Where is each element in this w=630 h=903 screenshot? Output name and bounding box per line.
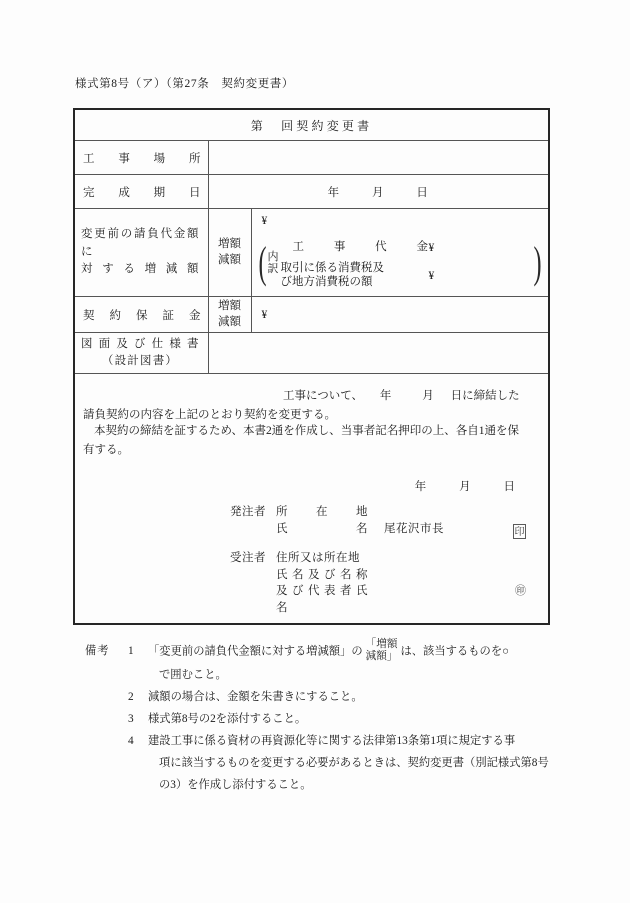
contractor-address-row: [230, 550, 540, 567]
contractor-line4: 名: [276, 601, 288, 614]
paragraph1-lead: 工事について、: [283, 390, 364, 402]
contractor-signature-group: [230, 550, 540, 616]
table-row: [74, 141, 549, 175]
guarantee-incdec-cell[interactable]: [208, 297, 251, 333]
orderer-seal-icon[interactable]: 印: [513, 524, 526, 539]
breakdown-item-2-name-line1: 取引に係る消費税及: [280, 262, 384, 275]
breakdown-rows: [281, 235, 532, 291]
remark-1-text-before: 「変更前の請負代金額に対する増減額」の: [148, 645, 363, 658]
guarantee-label-cell: [74, 297, 208, 333]
amount-change-body: [251, 209, 549, 297]
paragraph1-line2: 請負契約の内容を上記のとおり契約を変更する。: [83, 408, 336, 421]
contractor-rep-row: [230, 583, 540, 600]
remarks-section: [85, 640, 570, 796]
work-place-label: 工事場所: [83, 152, 201, 165]
orderer-name-label: 氏名: [276, 522, 368, 535]
breakdown-item-2-yen-symbol: ¥: [428, 270, 435, 282]
paragraph1-tail: 日に締結した: [450, 390, 520, 402]
contract-change-table: [73, 108, 550, 625]
table-title: 第 回契約変更書: [250, 118, 373, 133]
table-title-cell: [74, 109, 549, 141]
remark-4-continuation-1: 項に該当するものを変更する必要があるときは、契約変更書（別記様式第8号: [159, 756, 549, 769]
amount-change-label-cell: [74, 209, 208, 297]
remark-4-continuation-2: の3）を作成し添付すること。: [159, 778, 312, 791]
orderer-name-value: 尾花沢市長: [384, 522, 444, 535]
remark-1-text-after: は、該当するものを○: [400, 645, 509, 658]
remark-2-text: 減額の場合は、金額を朱書きにすること。: [148, 690, 363, 703]
guarantee-decrease-label[interactable]: 減額: [218, 315, 241, 328]
remark-4-text: 建設工事に係る資材の再資源化等に関する法律第13条第1項に規定する事: [148, 734, 516, 747]
form-number-line: 様式第8号（ア）（第27条 契約変更書）: [75, 78, 294, 90]
amount-increase-label[interactable]: 増額: [218, 237, 241, 250]
breakdown-row: [281, 235, 532, 261]
remark-1-number: 1: [128, 645, 134, 657]
contractor-rep-row-cont: [230, 600, 540, 617]
drawings-value[interactable]: [208, 333, 549, 374]
remark-1-fraction-top: 「増額: [365, 639, 398, 650]
agreement-paragraph-1: [83, 387, 540, 424]
completion-year-label: 年: [327, 186, 341, 199]
remarks-heading: 備考: [85, 645, 110, 657]
agreement-body: [75, 374, 548, 623]
contractor-line3: 及び代表者氏: [276, 585, 368, 598]
paragraph1-month-label: 月: [422, 390, 434, 402]
signature-date[interactable]: [401, 478, 530, 494]
drawings-label-cell: [74, 333, 208, 374]
breakdown-label: [267, 251, 280, 276]
signature-month-label: 月: [459, 481, 472, 493]
guarantee-increase-label[interactable]: 増額: [218, 299, 241, 312]
amount-decrease-label[interactable]: 減額: [218, 253, 241, 266]
amount-incdec-cell[interactable]: [208, 209, 251, 297]
completion-date-label: 完成期日: [83, 186, 201, 199]
drawings-label-line2: （設計図書）: [101, 355, 179, 367]
breakdown-label-char1: 内: [267, 250, 279, 263]
work-place-value[interactable]: [208, 141, 549, 175]
remark-1-fraction: [366, 639, 398, 663]
table-row: [74, 209, 549, 297]
orderer-address-row: [230, 504, 540, 521]
list-item: [128, 730, 570, 796]
list-item: [128, 640, 570, 686]
completion-date-value[interactable]: [208, 175, 549, 209]
guarantee-value-cell[interactable]: [251, 297, 549, 333]
remarks-list: [128, 640, 570, 796]
paragraph1-year-label: 年: [379, 390, 392, 402]
contractor-role-label: 受注者: [230, 552, 266, 565]
completion-day-label: 日: [416, 186, 429, 199]
breakdown-item-2-name: [281, 262, 429, 289]
amount-change-label: [81, 226, 202, 279]
guarantee-yen-symbol: ¥: [261, 308, 268, 321]
breakdown-row: [281, 261, 532, 291]
orderer-name-row: [230, 521, 540, 538]
table-row: [74, 374, 549, 625]
remark-3-number: 3: [128, 712, 134, 725]
breakdown-item-1-yen-symbol: ¥: [428, 242, 435, 254]
agreement-body-cell: [74, 374, 549, 625]
breakdown-item-1-name: 工事代金: [292, 241, 429, 254]
paragraph2-line2: 有する。: [83, 443, 129, 456]
contractor-name-row: [230, 567, 540, 584]
orderer-role-label: 発注者: [230, 506, 266, 518]
table-row: [74, 297, 549, 333]
signature-year-label: 年: [414, 481, 428, 493]
remark-3-text: 様式第8号の2を添付すること。: [148, 712, 307, 725]
table-row: [74, 333, 549, 374]
amount-total-yen-symbol: ¥: [261, 215, 268, 227]
list-item: [128, 686, 570, 708]
paragraph2-line1: 本契約の締結を証するため、本書2通を作成し、当事者記名押印の上、各自1通を保: [94, 425, 520, 437]
completion-date-label-cell: [74, 175, 208, 209]
completion-date-ymd: [314, 187, 443, 199]
completion-month-label: 月: [372, 186, 385, 199]
table-row: [74, 175, 549, 209]
guarantee-label: 契約保証金: [83, 309, 201, 322]
table-title-row: [74, 109, 549, 141]
orderer-address-label: 所在地: [276, 506, 368, 518]
breakdown-item-2-name-line2: び地方消費税の額: [280, 276, 373, 288]
amount-breakdown: ( 内 訳 工事代金 ¥ 取引に係る消費税及 び地方消費税の額 ¥ ): [256, 235, 543, 291]
signature-block: [230, 504, 540, 629]
remark-1-continuation: で囲むこと。: [159, 668, 227, 681]
amount-change-label-line1: 変更前の請負代金額に: [81, 227, 199, 258]
list-item: [128, 708, 570, 730]
orderer-signature-group: [230, 504, 540, 537]
amount-change-label-line2: 対する増減額: [81, 263, 199, 276]
drawings-label-line1: 図面及び仕様書: [81, 337, 199, 350]
remark-4-number: 4: [128, 734, 134, 747]
signature-day-label: 日: [503, 481, 516, 493]
breakdown-label-char2: 訳: [267, 263, 279, 275]
remark-2-number: 2: [128, 690, 134, 703]
contractor-line1: 住所又は所在地: [276, 552, 360, 565]
contractor-line2: 氏名及び名称: [276, 568, 368, 581]
contractor-seal-icon[interactable]: ㊞: [515, 585, 526, 598]
work-place-label-cell: [74, 141, 208, 175]
remark-1-text: [148, 640, 570, 664]
remark-1-fraction-bottom: 減額」: [365, 650, 398, 662]
paragraph1-date: [366, 390, 451, 402]
agreement-paragraph-2: [83, 422, 540, 459]
